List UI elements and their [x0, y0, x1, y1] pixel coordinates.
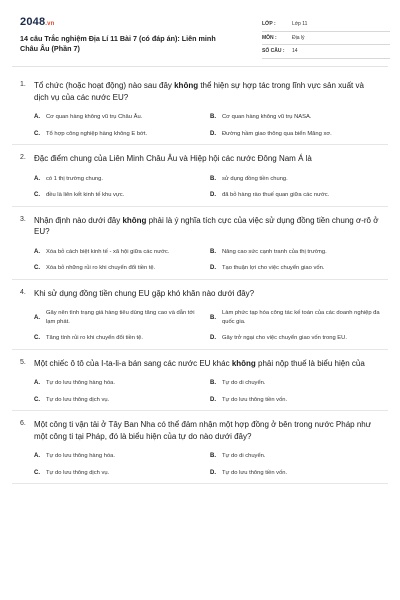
- option-letter: B.: [210, 380, 216, 387]
- question-text: [34, 153, 380, 165]
- answer-option[interactable]: [34, 175, 204, 184]
- logo-number: 2048: [20, 16, 46, 28]
- answer-option[interactable]: [210, 191, 380, 200]
- option-text: sử dụng đồng tiền chung.: [222, 175, 288, 182]
- question-text-emphasis: không: [231, 358, 256, 368]
- answer-option[interactable]: [34, 469, 204, 478]
- meta-value: Lớp 11: [292, 21, 308, 28]
- option-text: Cơ quan hàng không vũ trụ Châu Âu.: [46, 114, 143, 120]
- answer-option[interactable]: [34, 396, 204, 405]
- option-letter: A.: [34, 248, 40, 255]
- option-letter: B.: [210, 453, 216, 460]
- answer-option[interactable]: [34, 309, 204, 326]
- option-text: Tự do lưu thông dịch vụ.: [46, 396, 110, 403]
- option-letter: C.: [34, 396, 40, 403]
- meta-value: 14: [292, 48, 298, 55]
- option-text: Tự do lưu thông tiền vốn.: [222, 396, 288, 403]
- option-letter: B.: [210, 114, 216, 121]
- option-letter: D.: [210, 335, 216, 342]
- option-text: Tạo thuận lợi cho việc chuyển giao vốn.: [222, 265, 325, 271]
- option-letter: C.: [34, 130, 40, 137]
- option-text: Đường hầm giao thông qua biển Măng xơ.: [222, 130, 332, 137]
- meta-table: [262, 18, 390, 59]
- question-text-part: phải nộp thuế là biểu hiện của: [255, 358, 365, 368]
- question-number: 1.: [20, 81, 26, 88]
- option-letter: D.: [210, 192, 216, 199]
- answer-option[interactable]: [34, 452, 204, 461]
- answer-option[interactable]: [34, 191, 204, 200]
- option-text: Nâng cao sức cạnh tranh của thị trường.: [222, 248, 327, 255]
- question-head: [20, 288, 380, 300]
- option-letter: C.: [34, 469, 40, 476]
- answer-option[interactable]: [34, 264, 204, 273]
- answer-option[interactable]: [210, 396, 380, 405]
- question-number: 6.: [20, 420, 26, 427]
- answer-option[interactable]: [210, 452, 380, 461]
- option-letter: A.: [34, 114, 40, 121]
- answer-option[interactable]: [210, 334, 380, 343]
- question-head: [20, 80, 380, 103]
- site-logo[interactable]: [20, 16, 55, 28]
- option-text: có 1 thị trường chung.: [46, 175, 103, 182]
- question-text: [34, 80, 380, 103]
- meta-row-count: [262, 45, 390, 59]
- question-number: 2.: [20, 154, 26, 161]
- question-text: [34, 358, 380, 370]
- answer-options: [20, 248, 380, 273]
- question-head: [20, 153, 380, 165]
- answer-option[interactable]: [210, 264, 380, 273]
- question-block: [12, 207, 388, 280]
- question-text-part: thể hiện sự hợp tác trong lĩnh vực sản xuất và dịch vụ của các nước EU?: [34, 81, 364, 102]
- question-text-part: Đặc điểm chung của Liên Minh Châu Âu và Hiệp hội các nước Đông Nam Á là: [34, 154, 312, 163]
- option-letter: D.: [210, 396, 216, 403]
- option-letter: A.: [34, 314, 40, 321]
- question-number: 4.: [20, 288, 26, 296]
- option-letter: C.: [34, 335, 40, 342]
- question-text-part: Một công ti vận tải ở Tây Ban Nha có thể đảm nhận một hợp đồng ở bên trong nước Pháp như một công ti tại Pháp, đó là biểu hiện của tự do nào dưới đây?: [34, 420, 372, 441]
- answer-options: [20, 379, 380, 404]
- meta-label: SỐ CÂU :: [262, 48, 285, 55]
- question-block: [12, 350, 388, 412]
- question-text-emphasis: không: [174, 81, 199, 90]
- question-block: [12, 72, 388, 145]
- question-text-part: Một chiếc ô tô của I-ta-li-a bán sang các nước EU khác: [34, 358, 232, 368]
- meta-label: LỚP :: [262, 21, 276, 28]
- answer-options: [20, 113, 380, 138]
- answer-option[interactable]: [210, 469, 380, 478]
- question-text-part: Nhận định nào dưới đây: [34, 215, 123, 225]
- question-block: [12, 145, 388, 207]
- answer-option[interactable]: [210, 130, 380, 139]
- answer-options: [20, 175, 380, 200]
- question-text-part: Tổ chức (hoặc hoạt động) nào sau đây: [34, 81, 175, 90]
- option-text: Tự do lưu thông hàng hóa.: [46, 380, 115, 386]
- header-divider: [12, 66, 388, 67]
- option-letter: A.: [34, 175, 40, 182]
- page-title: 14 câu Trắc nghiệm Địa Lí 11 Bài 7 (có đáp án): Liên minh Châu Âu (Phần 7): [20, 34, 216, 53]
- logo-suffix: .vn: [45, 21, 55, 27]
- option-letter: B.: [210, 248, 216, 255]
- answer-option[interactable]: [34, 379, 204, 388]
- option-text: Tự do di chuyển.: [222, 380, 266, 386]
- page-header: [12, 10, 388, 64]
- option-text: Tự do di chuyển.: [222, 453, 266, 459]
- meta-value: Địa lý: [292, 34, 305, 41]
- option-letter: B.: [210, 175, 216, 182]
- option-text: Tổ hợp công nghiệp hàng không E bớt.: [46, 130, 148, 137]
- option-letter: A.: [34, 453, 40, 460]
- question-text: [34, 288, 380, 300]
- question-number: 5.: [20, 358, 26, 366]
- answer-option[interactable]: [210, 175, 380, 184]
- answer-option[interactable]: [34, 334, 204, 343]
- option-text: Xóa bỏ cách biệt kinh tế - xã hội giữa các nước.: [46, 248, 170, 255]
- option-text: Cơ quan hàng không vũ trụ NASA.: [222, 114, 312, 120]
- question-block: [12, 411, 388, 484]
- option-letter: C.: [34, 192, 40, 199]
- answer-option[interactable]: [210, 309, 380, 326]
- answer-option[interactable]: [210, 379, 380, 388]
- option-text: Tự do lưu thông tiền vốn.: [222, 469, 288, 476]
- question-block: [12, 280, 388, 350]
- option-letter: D.: [210, 130, 216, 137]
- option-text: đều là liên kết kinh tế khu vực.: [46, 192, 125, 198]
- option-text: Xóa bỏ những rủi ro khi chuyển đổi tiền tệ.: [46, 265, 156, 271]
- option-letter: B.: [210, 314, 216, 321]
- option-text: đã bỏ hàng rào thuế quan giữa các nước.: [222, 192, 330, 198]
- question-number: 3.: [20, 215, 26, 223]
- meta-label: MÔN :: [262, 34, 277, 41]
- meta-row-subject: [262, 32, 390, 46]
- question-text: [34, 215, 380, 238]
- answer-option[interactable]: [210, 248, 380, 257]
- option-text: Làm phức tạp hóa công tác kế toán của các doanh nghiệp đa quốc gia.: [222, 310, 380, 325]
- question-head: [20, 215, 380, 238]
- option-text: Gây trở ngại cho việc chuyển giao vốn trong EU.: [222, 335, 347, 341]
- option-text: Tự do lưu thông hàng hóa.: [46, 453, 115, 459]
- option-letter: C.: [34, 265, 40, 272]
- question-text-part: phải là ý nghĩa tích cực của việc sử dụng đồng tiền chung ơ-rô ở EU?: [34, 215, 379, 236]
- answer-option[interactable]: [34, 113, 204, 122]
- question-text-emphasis: không: [122, 215, 147, 225]
- option-letter: D.: [210, 469, 216, 476]
- option-text: Gây nên tình trạng giá hàng tiêu dùng tăng cao và dẫn tới lạm phát.: [46, 310, 195, 325]
- question-text-part: Khi sử dụng đồng tiền chung EU gặp khó khăn nào dưới đây?: [34, 288, 255, 298]
- question-list: [12, 72, 388, 484]
- question-text: [34, 419, 380, 442]
- option-text: Tăng tính rủi ro khi chuyển đổi tiền tệ.: [46, 335, 143, 341]
- option-letter: A.: [34, 380, 40, 387]
- question-head: [20, 419, 380, 442]
- answer-option[interactable]: [34, 130, 204, 139]
- option-letter: D.: [210, 265, 216, 272]
- option-text: Tự do lưu thông dịch vụ.: [46, 469, 110, 476]
- answer-options: [20, 452, 380, 477]
- answer-option[interactable]: [210, 113, 380, 122]
- question-head: [20, 358, 380, 370]
- answer-option[interactable]: [34, 248, 204, 257]
- answer-options: [20, 309, 380, 343]
- meta-row-class: [262, 18, 390, 32]
